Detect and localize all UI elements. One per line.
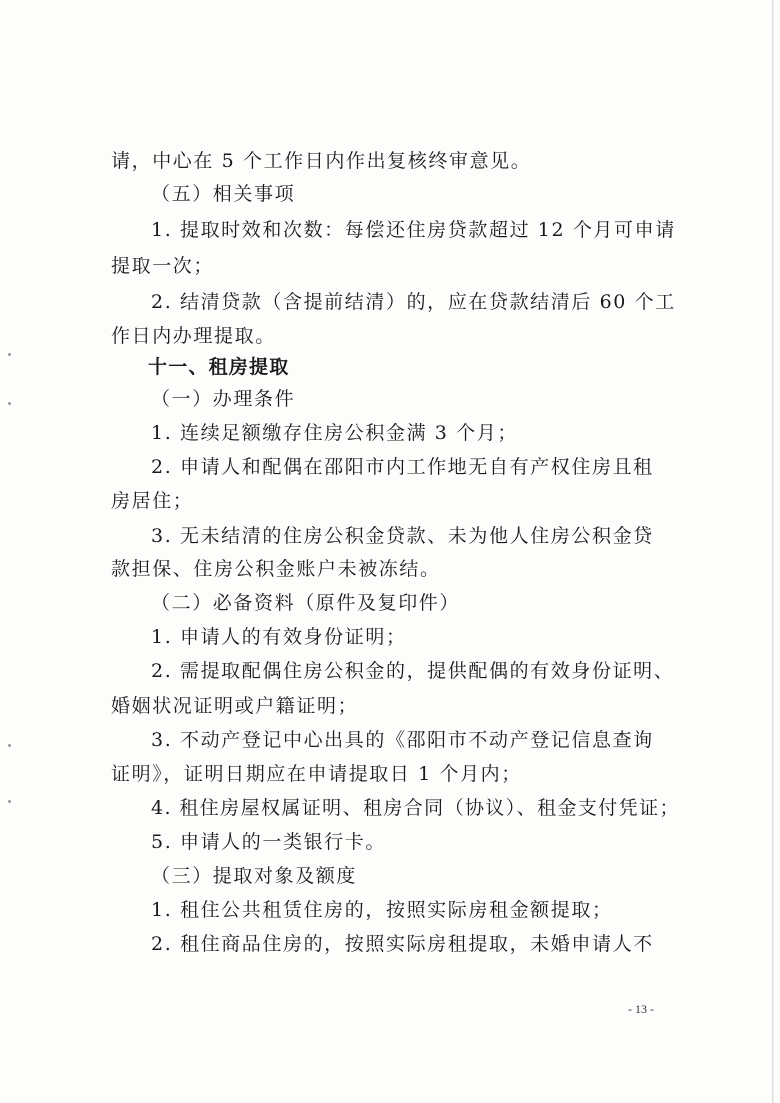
- text-line: 3. 不动产登记中心出具的《邵阳市不动产登记信息查询: [151, 729, 654, 751]
- text-line: 3. 无未结清的住房公积金贷款、未为他人住房公积金贷: [151, 525, 654, 547]
- text-line: 婚姻状况证明或户籍证明；: [111, 695, 359, 717]
- text-line: 5. 申请人的一类银行卡。: [151, 831, 386, 853]
- text-line: 2. 需提取配偶住房公积金的，提供配偶的有效身份证明、: [151, 660, 675, 682]
- text-line: 1. 提取时效和次数：每偿还住房贷款超过 12 个月可申请: [151, 219, 676, 241]
- text-line: 作日内办理提取。: [111, 325, 276, 347]
- page-edge-shadow: [772, 0, 774, 1103]
- text-line: 证明》，证明日期应在申请提取日 1 个月内；: [111, 763, 522, 785]
- section-subheading: （一）办理条件: [151, 388, 296, 410]
- text-line: 请，中心在 5 个工作日内作出复核终审意见。: [111, 150, 532, 172]
- text-line: 4. 租住房屋权属证明、租房合同（协议）、租金支付凭证；: [151, 797, 680, 819]
- section-subheading: （五）相关事项: [151, 183, 296, 205]
- text-line: 1. 连续足额缴存住房公积金满 3 个月；: [151, 422, 518, 444]
- text-line: 房居住；: [111, 490, 194, 512]
- scan-speck: [8, 353, 11, 356]
- scan-speck: [8, 744, 11, 747]
- section-subheading: （三）提取对象及额度: [151, 865, 358, 887]
- text-line: 2. 租住商品住房的，按照实际房租提取，未婚申请人不: [151, 933, 654, 955]
- scan-speck: [8, 402, 11, 405]
- scan-speck: [8, 800, 11, 803]
- text-line: 1. 租住公共租赁住房的，按照实际房租金额提取；: [151, 899, 613, 921]
- text-line: 提取一次；: [111, 255, 215, 277]
- text-line: 2. 申请人和配偶在邵阳市内工作地无自有产权住房且租: [151, 456, 654, 478]
- section-subheading: （二）必备资料（原件及复印件）: [151, 592, 461, 614]
- page-number: - 13 -: [628, 1002, 654, 1016]
- text-line: 1. 申请人的有效身份证明；: [151, 626, 407, 648]
- text-line: 款担保、住房公积金账户未被冻结。: [111, 558, 441, 580]
- section-heading: 十一、租房提取: [148, 356, 290, 378]
- text-line: 2. 结清贷款（含提前结清）的，应在贷款结清后 60 个工: [151, 291, 676, 313]
